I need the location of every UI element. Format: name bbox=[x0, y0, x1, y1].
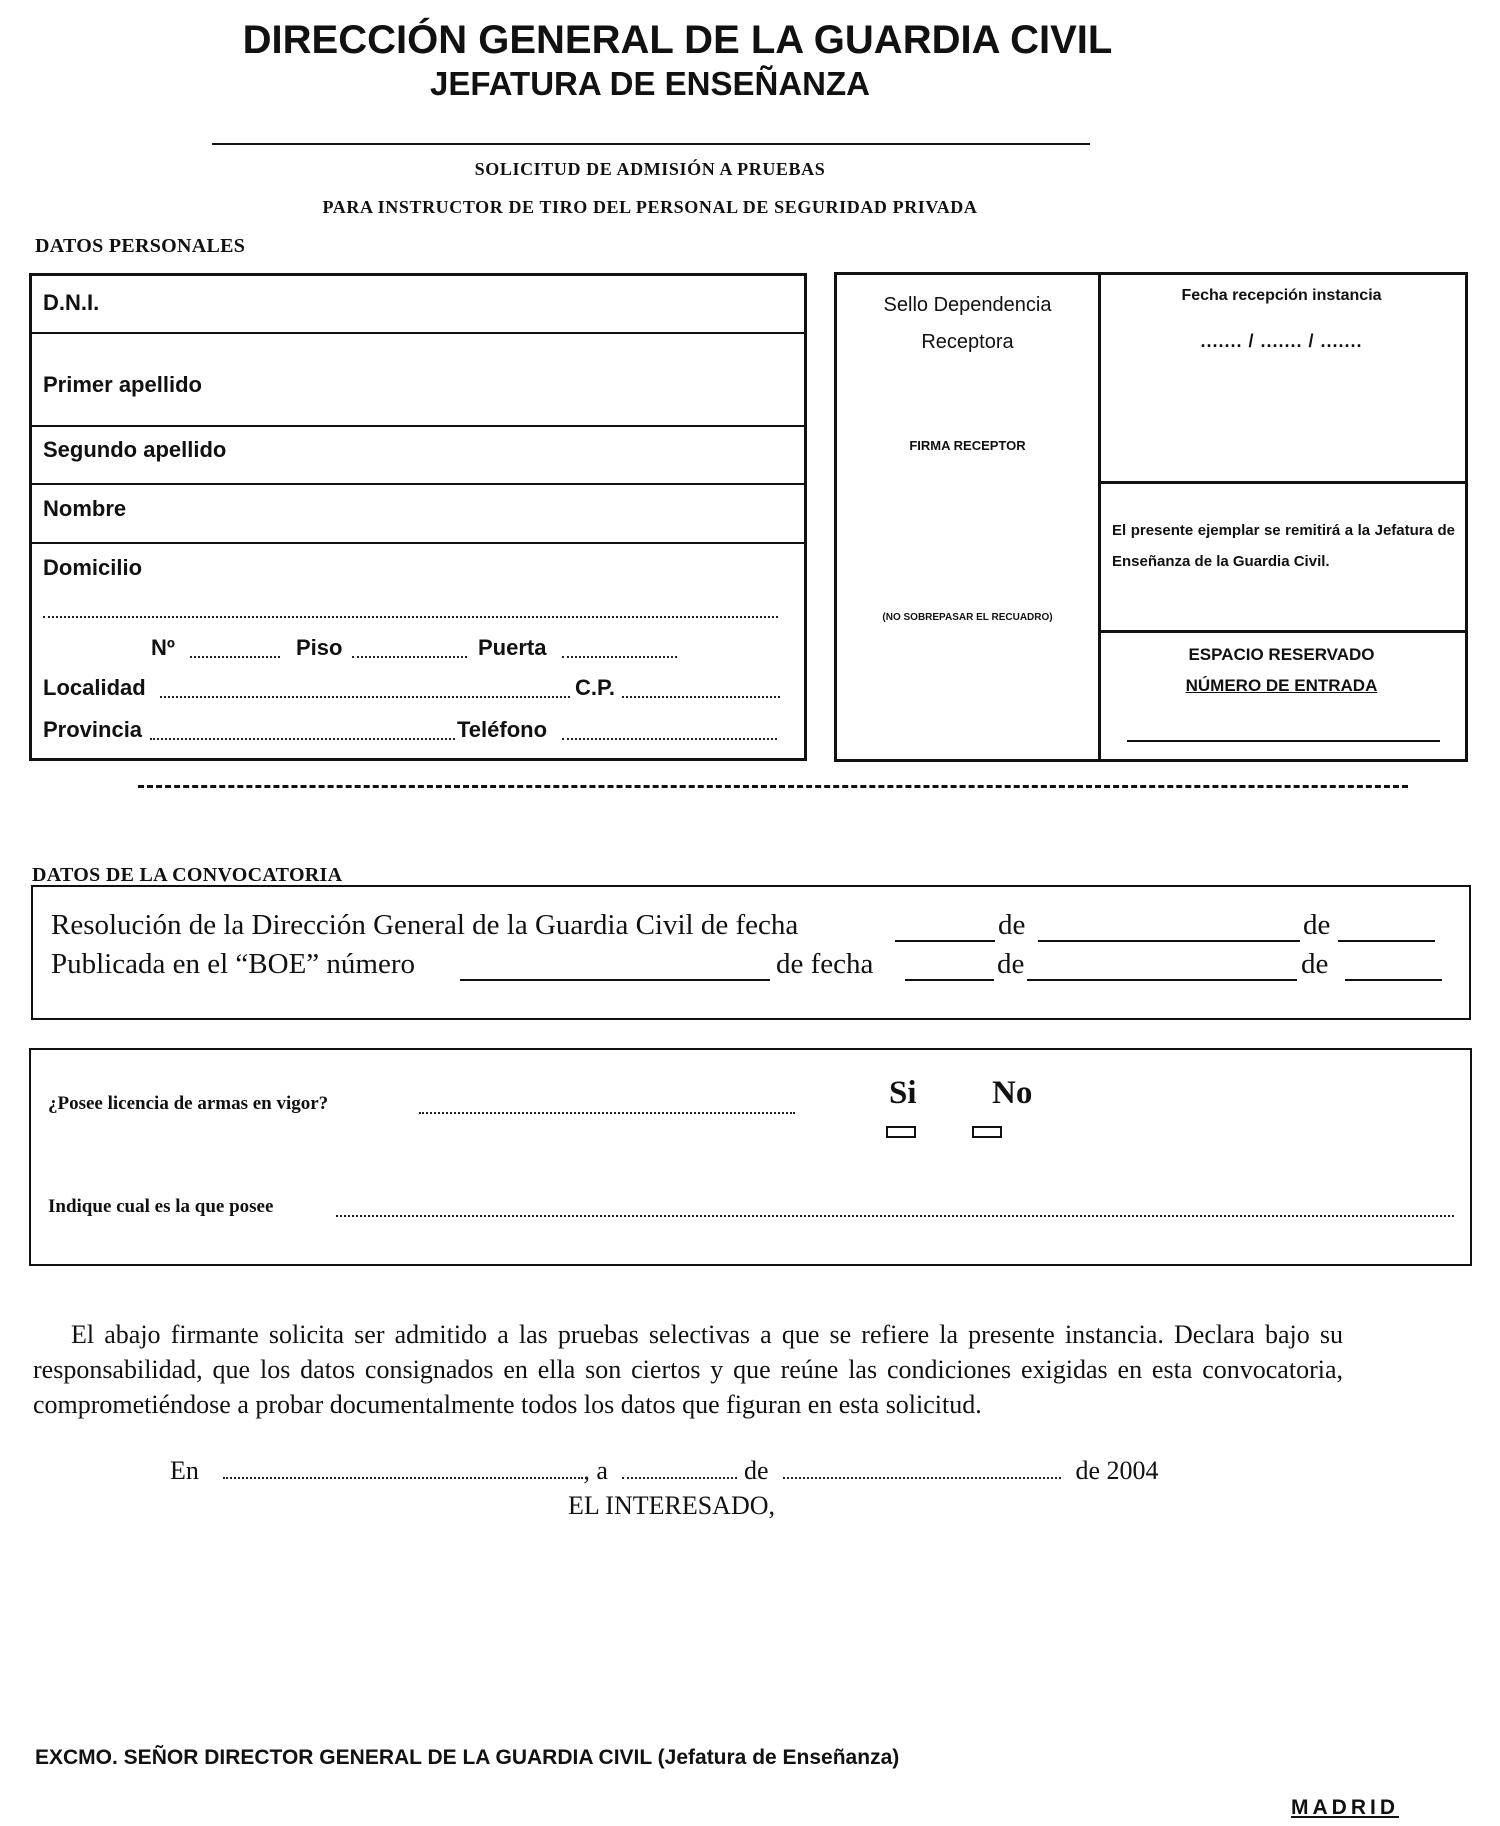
floor-label: Piso bbox=[296, 635, 343, 660]
stamp-label-line-1: Sello Dependencia bbox=[883, 294, 1052, 316]
second-surname-divider bbox=[32, 483, 804, 485]
receiver-signature-label: FIRMA RECEPTOR bbox=[909, 438, 1026, 453]
name-label: Nombre bbox=[43, 496, 127, 521]
boe-date-word: de fecha bbox=[776, 948, 874, 980]
dni-label: D.N.I. bbox=[43, 290, 100, 315]
city: MADRID bbox=[1291, 1796, 1399, 1819]
published-text: Publicada en el “BOE” número bbox=[51, 948, 415, 980]
entry-number-label: NÚMERO DE ENTRADA bbox=[1185, 676, 1378, 695]
phone-label: Teléfono bbox=[457, 717, 548, 742]
entry-number-line[interactable] bbox=[1127, 740, 1440, 742]
second-surname-label: Segundo apellido bbox=[43, 437, 227, 462]
postcode-label: C.P. bbox=[575, 675, 615, 700]
day-blank[interactable] bbox=[622, 1477, 737, 1479]
resolution-de-2: de bbox=[1303, 909, 1331, 941]
phone-dotted-line[interactable] bbox=[562, 738, 777, 740]
dni-divider bbox=[32, 332, 804, 334]
convocatoria-box bbox=[31, 885, 1471, 1020]
resolution-day-blank[interactable] bbox=[895, 940, 995, 942]
place-blank[interactable] bbox=[223, 1477, 583, 1479]
reception-divider-1 bbox=[1098, 481, 1465, 484]
boundary-note: (NO SOBREPASAR EL RECUADRO) bbox=[882, 612, 1053, 623]
name-divider bbox=[32, 542, 804, 544]
stamp-label-line-2: Receptora bbox=[921, 331, 1014, 353]
section-convocatoria-label: DATOS DE LA CONVOCATORIA bbox=[32, 864, 343, 886]
place-de-word: de bbox=[743, 1456, 769, 1485]
boe-number-blank[interactable] bbox=[460, 979, 770, 981]
license-type-label: Indique cual es la que posee bbox=[48, 1196, 274, 1217]
reception-divider-2 bbox=[1098, 630, 1465, 633]
license-question: ¿Posee licencia de armas en vigor? bbox=[48, 1093, 329, 1114]
boe-de-2: de bbox=[1301, 948, 1329, 980]
address-dotted-line[interactable] bbox=[43, 616, 778, 618]
no-checkbox[interactable] bbox=[972, 1126, 1002, 1138]
declaration-text: El abajo firmante solicita ser admitido a las pruebas selectivas a que se refiere la presente instancia. Declara bajo su responsabilidad, que los datos consignados en ella son ciertos y que reúne las condiciones exigidas en esta convocatoria, comprometiéndose a probar documentalmente todos los datos que figuran en esta solicitud. bbox=[33, 1320, 1343, 1419]
resolution-de-1: de bbox=[998, 909, 1026, 941]
province-label: Provincia bbox=[43, 717, 143, 742]
month-blank[interactable] bbox=[783, 1477, 1061, 1479]
number-dotted-line[interactable] bbox=[190, 656, 280, 658]
boe-year-blank[interactable] bbox=[1345, 979, 1442, 981]
cut-line bbox=[138, 785, 1408, 788]
door-label: Puerta bbox=[478, 635, 547, 660]
postcode-dotted-line[interactable] bbox=[622, 696, 780, 698]
boe-day-blank[interactable] bbox=[905, 979, 994, 981]
resolution-year-blank[interactable] bbox=[1338, 940, 1435, 942]
no-label: No bbox=[992, 1075, 1033, 1111]
town-label: Localidad bbox=[43, 675, 146, 700]
yes-checkbox[interactable] bbox=[886, 1126, 916, 1138]
boe-de-1: de bbox=[997, 948, 1025, 980]
province-dotted-line[interactable] bbox=[150, 738, 455, 740]
personal-data-box bbox=[29, 273, 807, 761]
place-date-line bbox=[170, 1456, 1159, 1486]
boe-month-blank[interactable] bbox=[1027, 979, 1297, 981]
department-subtitle: JEFATURA DE ENSEÑANZA bbox=[429, 65, 871, 102]
header-rule bbox=[212, 143, 1090, 145]
number-label: Nº bbox=[151, 635, 175, 660]
first-surname-label: Primer apellido bbox=[43, 372, 202, 397]
stamp-label bbox=[837, 287, 1098, 361]
license-question-dotted-line bbox=[419, 1112, 795, 1114]
signer-label: EL INTERESADO, bbox=[568, 1491, 776, 1520]
date-received-field[interactable]: ....... / ....... / ....... bbox=[1200, 331, 1363, 351]
date-received-label: Fecha recepción instancia bbox=[1181, 287, 1382, 304]
year-text: de 2004 bbox=[1075, 1456, 1159, 1485]
section-personal-label: DATOS PERSONALES bbox=[35, 235, 246, 257]
address-label: Domicilio bbox=[43, 555, 143, 580]
form-title-line-1: SOLICITUD DE ADMISIÓN A PRUEBAS bbox=[474, 159, 826, 179]
license-type-dotted-line[interactable] bbox=[336, 1215, 1454, 1217]
floor-dotted-line[interactable] bbox=[352, 656, 467, 658]
resolution-text: Resolución de la Dirección General de la Guardia Civil de fecha bbox=[51, 909, 799, 941]
addressee: EXCMO. SEÑOR DIRECTOR GENERAL DE LA GUARDIA CIVIL (Jefatura de Enseñanza) bbox=[35, 1746, 900, 1769]
yes-label: Si bbox=[889, 1075, 917, 1111]
first-surname-divider bbox=[32, 425, 804, 427]
door-dotted-line[interactable] bbox=[562, 656, 677, 658]
reserved-space-label: ESPACIO RESERVADO bbox=[1188, 645, 1375, 664]
reception-box bbox=[834, 272, 1468, 762]
license-box bbox=[29, 1048, 1472, 1266]
place-a-word: , a bbox=[583, 1456, 608, 1485]
resolution-month-blank[interactable] bbox=[1038, 940, 1300, 942]
place-prefix: En bbox=[170, 1456, 199, 1485]
remit-note: El presente ejemplar se remitirá a la Jefatura de Enseñanza de la Guardia Civil. bbox=[1112, 522, 1455, 570]
organization-title: DIRECCIÓN GENERAL DE LA GUARDIA CIVIL bbox=[242, 18, 1113, 62]
town-dotted-line[interactable] bbox=[160, 696, 570, 698]
form-title-line-2: PARA INSTRUCTOR DE TIRO DEL PERSONAL DE SEGURIDAD PRIVADA bbox=[322, 197, 978, 217]
